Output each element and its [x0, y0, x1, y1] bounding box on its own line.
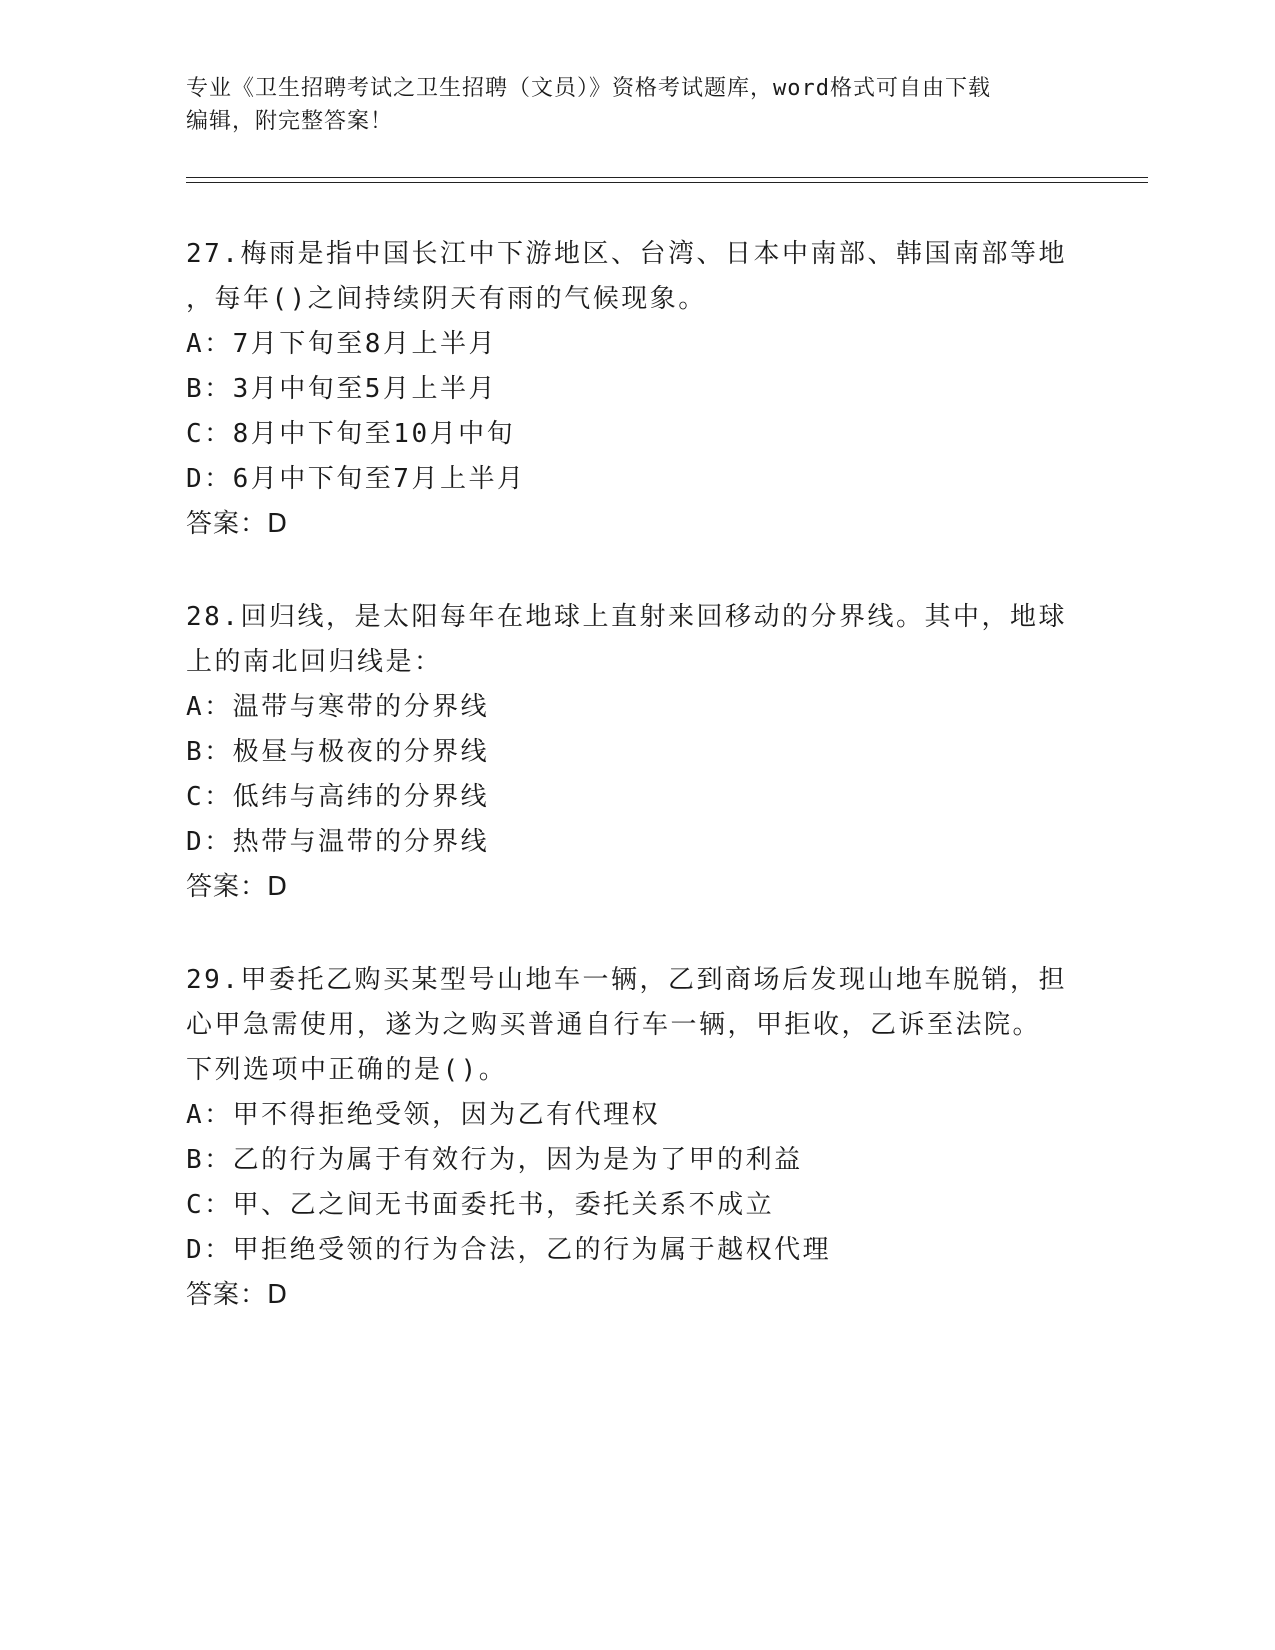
question-28 — [186, 595, 1086, 910]
option-a: A：7月下旬至8月上半月 — [186, 329, 497, 359]
answer-line: 答案：D — [186, 509, 289, 539]
option-c: C：低纬与高纬的分界线 — [186, 782, 490, 812]
question-stem-line: 27.梅雨是指中国长江中下游地区、台湾、日本中南部、韩国南部等地 — [186, 239, 1067, 269]
option-b: B：乙的行为属于有效行为，因为是为了甲的利益 — [186, 1145, 803, 1175]
question-stem-line: 心甲急需使用，遂为之购买普通自行车一辆，甲拒收，乙诉至法院。 — [186, 1010, 1042, 1040]
question-stem-line: 28.回归线，是太阳每年在地球上直射来回移动的分界线。其中，地球 — [186, 602, 1067, 632]
answer-line: 答案：D — [186, 1280, 289, 1310]
option-c: C：8月中下旬至10月中旬 — [186, 419, 516, 449]
option-d: D：甲拒绝受领的行为合法，乙的行为属于越权代理 — [186, 1235, 832, 1265]
option-a: A：温带与寒带的分界线 — [186, 692, 490, 722]
question-stem-line: 上的南北回归线是： — [186, 647, 443, 677]
question-stem-line: ，每年()之间持续阴天有雨的气候现象。 — [186, 284, 707, 314]
option-d: D：热带与温带的分界线 — [186, 827, 490, 857]
header-line-1: 专业《卫生招聘考试之卫生招聘（文员）》资格考试题库，word格式可自由下载 — [186, 76, 991, 101]
question-29 — [186, 958, 1086, 1318]
question-27 — [186, 232, 1086, 547]
option-a: A：甲不得拒绝受领，因为乙有代理权 — [186, 1100, 661, 1130]
option-c: C：甲、乙之间无书面委托书，委托关系不成立 — [186, 1190, 775, 1220]
option-b: B：极昼与极夜的分界线 — [186, 737, 490, 767]
question-stem-line: 29.甲委托乙购买某型号山地车一辆，乙到商场后发现山地车脱销，担 — [186, 965, 1067, 995]
answer-line: 答案：D — [186, 872, 289, 902]
option-d: D：6月中下旬至7月上半月 — [186, 464, 526, 494]
question-stem-line: 下列选项中正确的是()。 — [186, 1055, 508, 1085]
option-b: B：3月中旬至5月上半月 — [186, 374, 497, 404]
header-divider-bottom — [186, 182, 1148, 183]
document-header — [186, 72, 1066, 138]
header-divider-top — [186, 177, 1148, 178]
header-line-2: 编辑，附完整答案！ — [186, 109, 394, 134]
